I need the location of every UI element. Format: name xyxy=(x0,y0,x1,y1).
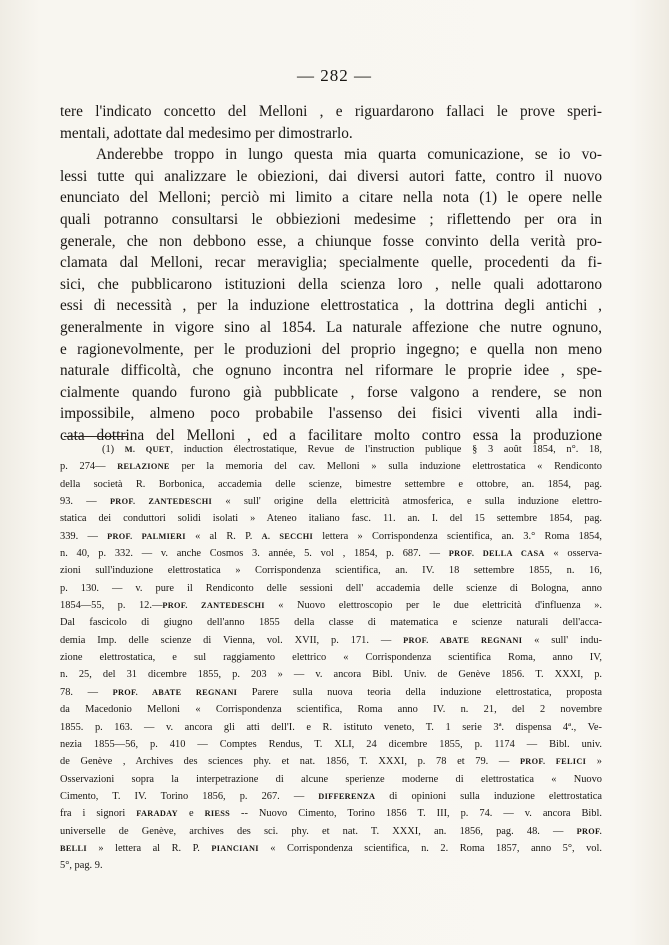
footnote-text: « osserva- xyxy=(544,548,602,560)
footnote-author: M. QUET xyxy=(124,445,171,454)
footnote-author: PROF. ABATE REGNANI xyxy=(403,635,523,645)
footnote-text: « Corrispondenza scientifica, n. 2. Roma 1857, anno 5°, vol. xyxy=(258,842,602,854)
text-line: cialmente quando furono già pubblicate , forse valgono a rendere, se non xyxy=(60,383,602,401)
text-line: essi di necessità , per la induzione elettrostatica , la dottrina degli antichi , xyxy=(60,297,602,315)
text-line: clamata dal Melloni, recar meraviglia; specialmente quelle, procedenti da fi- xyxy=(60,254,602,272)
footnote-text: 1855. p. 163. — v. ancora gli atti dell'I. e R. istituto veneto, T. 1 serie 3ª. dispensa 4ª., Ve- xyxy=(60,721,602,733)
footnote-line xyxy=(60,823,602,840)
footnote-divider xyxy=(64,436,128,437)
footnote-text: nezia 1855—56, p. 410 — Comptes Rendus, T. XLI, 24 dicembre 1855, p. 1174 — Bibl. univ. xyxy=(60,738,602,750)
text-line: enunciato del Melloni; perciò mi limito a citare nella nota (1) le opere nelle xyxy=(60,189,602,207)
main-text xyxy=(60,101,602,447)
footnote-text: fra i signori xyxy=(60,808,137,820)
text-line: sici, che pubblicarono istituzioni della scienza loro , nelle quali adottarono xyxy=(60,275,602,293)
footnote-text: » lettera al R. P. xyxy=(86,842,212,854)
footnote-author: RELAZIONE xyxy=(117,462,170,472)
footnote-line xyxy=(60,476,602,493)
footnote-line xyxy=(60,719,602,736)
footnote-text: n. 25, del 31 dicembre 1855, p. 203 » — v. ancora Bibl. Univ. de Genève 1856. T. XXXI, p. xyxy=(60,669,602,681)
footnote-text: 5°, pag. 9. xyxy=(60,860,103,872)
footnote-text: lettera » Corrispondenza scientifica, an. 3.° Roma 1854, xyxy=(312,530,602,542)
footnote-line xyxy=(60,545,602,562)
text-line: naturale difficoltà, che ognuno incontra nel riformare le proprie idee , spe- xyxy=(60,362,602,380)
footnote xyxy=(60,441,602,875)
text-line: e ragionevolmente, per le produzioni del proprio ingegno; e quella non meno xyxy=(60,340,602,358)
footnote-text: universelle de Genève, archives des sci. phy. et nat. T. XXXI, an. 1856, pag. 48. — xyxy=(60,825,577,837)
footnote-text: Parere sulla nuova teoria della induzione elettrostatica, proposta xyxy=(237,686,602,698)
footnote-text: « Nuovo elettroscopio per le due elettricità d'influenza ». xyxy=(264,600,602,612)
text-line: generale, che non debbono esse, a chiunque fosse convinto della verità pro- xyxy=(60,232,602,250)
footnote-author: A. SECCHI xyxy=(261,531,313,541)
footnote-text: Dal fascicolo di giugno dell'anno 1855 della classe di matematica e scienze naturali dell'acca- xyxy=(60,617,602,629)
text-line: lessi tutte qui analizzare le obiezioni, dai diversi autori fatte, contro il nuovo xyxy=(60,167,602,185)
footnote-text: di opinioni sulla induzione elettrostatica xyxy=(375,790,602,802)
footnote-text: 1854—55, p. 12.— xyxy=(60,600,163,612)
footnote-line xyxy=(60,458,602,475)
footnote-line xyxy=(60,771,602,788)
footnote-line xyxy=(60,632,602,649)
text-line: Anderebbe troppo in lungo questa mia quarta comunicazione, se io vo- xyxy=(96,146,602,164)
footnote-text: « sull' origine della elettricità atmosferica, e sulla induzione elettro- xyxy=(212,496,602,508)
text-line: mentali, adottate dal medesimo per dimostrarlo. xyxy=(60,124,353,142)
footnote-text: statica dei conduttori solidi isolati » Ateneo italiano fasc. 11. an. I. del 15 settembre 1854, pag. xyxy=(60,513,602,525)
footnote-text: e xyxy=(177,808,205,820)
footnote-text: p. 274— xyxy=(60,461,118,473)
text-line: impossibile, almeno poco probabile l'assenso dei fisici viventi alla indi- xyxy=(60,405,602,423)
footnote-author: PROF. xyxy=(576,826,602,836)
footnote-text: -- Nuovo Cimento, Torino 1856 T. III, p. 74. — v. ancora Bibl. xyxy=(230,808,602,820)
footnote-line xyxy=(60,684,602,701)
text-line: cata dottrina del Melloni , ed a facilitare molto contro essa la produzione xyxy=(60,426,602,444)
footnote-author: PROF. ZANTEDESCHI xyxy=(162,601,265,611)
footnote-line xyxy=(60,597,602,614)
footnote-text: 78. — xyxy=(60,686,113,698)
footnote-text: , induction électrostatique, Revue de l'instruction publique § 3 août 1854, n°. 18, xyxy=(170,444,602,455)
footnote-line xyxy=(60,649,602,666)
footnote-text: zione elettrostatica, e sul raggiamento elettrico « Corrispondenza scientifica Roma, anno IV, xyxy=(60,652,602,664)
footnote-text: « sull' indu- xyxy=(522,634,602,646)
footnote-text: de Genève , Archives des sciences phy. et nat. 1856, T. XXXI, p. 78 et 79. — xyxy=(60,756,520,768)
footnote-line xyxy=(60,441,602,458)
footnote-text: p. 130. — v. pure il Rendiconto delle sessioni dell' accademia delle scienze di Bologna, anno xyxy=(60,582,602,594)
text-line: generalmente in vigore sino al 1854. La naturale affezione che nutre ognuno, xyxy=(60,318,602,336)
footnote-author: FARADAY xyxy=(136,809,178,819)
footnote-line xyxy=(60,857,602,874)
footnote-author: PIANCIANI xyxy=(211,843,259,853)
page-number: — 282 — xyxy=(297,66,372,85)
footnote-author: DIFFERENZA xyxy=(318,791,376,801)
footnote-line xyxy=(60,580,602,597)
footnote-line xyxy=(60,753,602,770)
footnote-line xyxy=(60,510,602,527)
footnote-text: 339. — xyxy=(60,530,108,542)
footnote-line xyxy=(60,666,602,683)
footnote-line xyxy=(60,493,602,510)
footnote-author: PROF. ABATE REGNANI xyxy=(112,687,238,697)
footnote-line xyxy=(60,805,602,822)
footnote-text: « al R. P. xyxy=(185,530,262,542)
footnote-author: PROF. ZANTEDESCHI xyxy=(109,497,213,507)
footnote-author: BELLI xyxy=(60,843,87,853)
footnote-text: Osservazioni sopra la interpetrazione di alcune sperienze moderne di elettrostatica « Nuovo xyxy=(60,773,602,785)
footnote-author: PROF. FELICI xyxy=(519,757,587,767)
footnote-line xyxy=(60,562,602,579)
footnote-line xyxy=(60,788,602,805)
footnote-text: della società R. Borbonica, accademia delle scienze, bimestre settembre e ottobre, an. 1854, pag. xyxy=(60,478,602,490)
footnote-line xyxy=(60,701,602,718)
footnote-text: 93. — xyxy=(60,496,110,508)
footnote-text: n. 40, p. 332. — v. anche Cosmos 3. année, 5. vol , 1854, p. 687. — xyxy=(60,548,449,560)
footnote-line xyxy=(60,736,602,753)
footnote-author: RIESS xyxy=(204,809,231,819)
footnote-text: (1) xyxy=(102,444,125,455)
text-line: tere l'indicato concetto del Melloni , e riguardarono fallaci le prove speri- xyxy=(60,103,602,120)
footnote-author: PROF. PALMIERI xyxy=(107,531,186,541)
footnote-text: demia Imp. delle scienze di Vienna, vol. XVII, p. 171. — xyxy=(60,634,404,646)
footnote-text: zioni sull'induzione elettrostatica » Corrispondenza scientifica, an. IV. 18 settembre 1855, n. 16, xyxy=(60,565,602,577)
footnote-text: da Macedonio Melloni « Corrispondenza scientifica, Roma anno IV. n. 21, del 2 novembre xyxy=(60,704,602,716)
footnote-text: per la memoria del cav. Melloni » sulla induzione elettrostatica « Rendiconto xyxy=(169,461,602,473)
text-line: quali potranno consultarsi le obbiezioni medesime ; riflettendo per ora in xyxy=(60,210,602,228)
footnote-line xyxy=(60,614,602,631)
footnote-line xyxy=(60,840,602,857)
footnote-author: PROF. DELLA CASA xyxy=(448,549,545,559)
footnote-text: Cimento, T. IV. Torino 1856, p. 267. — xyxy=(60,790,319,802)
footnote-text: » xyxy=(586,756,602,768)
footnote-line xyxy=(60,528,602,545)
